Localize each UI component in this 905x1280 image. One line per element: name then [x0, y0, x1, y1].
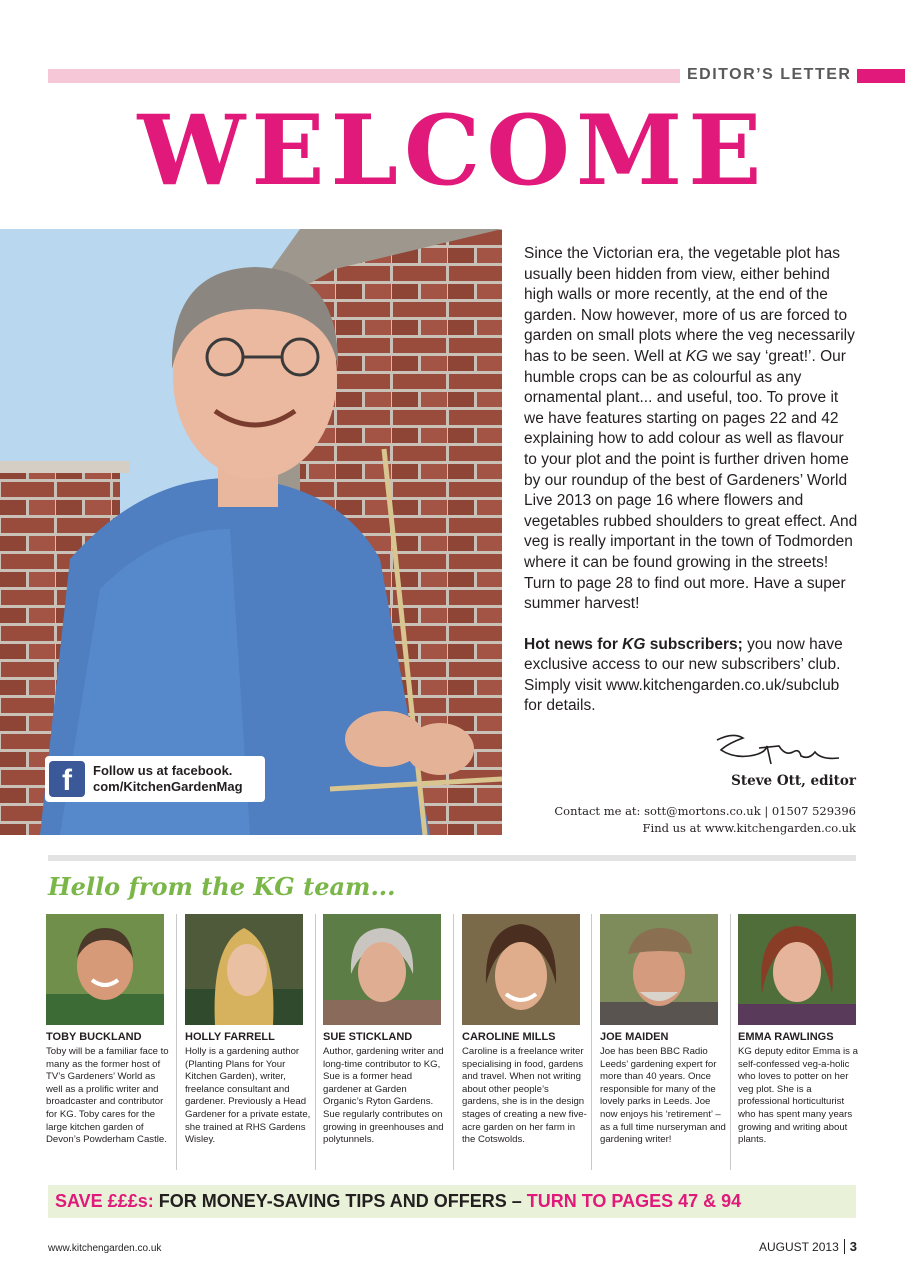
letter-paragraph-1 [524, 244, 858, 615]
member-separator [176, 914, 177, 1170]
save-banner[interactable] [48, 1185, 856, 1218]
footer-url[interactable]: www.kitchengarden.co.uk [48, 1243, 162, 1254]
letter-kg: KG [622, 635, 646, 653]
member-bio: Toby will be a familiar face to many as the former host of TV’s Gardeners’ World as well as a prolific writer and broadcaster and contributor for KG. Toby cares for the large kitchen garden of Devon’s Powderham Castle. [46, 1046, 169, 1146]
letter-text: you now have exclusive access to our new subscribers’ club. Simply visit www.kitchengarden.co.uk/subclub for details. [524, 635, 843, 715]
member-bio: Holly is a gardening author (Planting Plans for Your Kitchen Garden), writer, freelance consultant and gardener. Previously a Head Gardener for a private estate, she trained at RHS Gardens Wisley. [185, 1046, 311, 1146]
member-separator [453, 914, 454, 1170]
member-name: EMMA RAWLINGS [738, 1031, 834, 1043]
facebook-line-1: Follow us at facebook. [93, 763, 233, 778]
member-name: HOLLY FARRELL [185, 1031, 275, 1043]
member-bio: Author, gardening writer and long-time contributor to KG, Sue is a former head gardener at Garden Organic’s Ryton Gardens. Sue regularly contributes on growing in greenhouses and polytunnels. [323, 1046, 444, 1146]
facebook-badge[interactable] [45, 756, 265, 802]
member-bio: Joe has been BBC Radio Leeds’ gardening expert for more than 40 years. Once responsible for many of the lovely parks in Leeds. Joe now enjoys his ‘retirement’ – as a full time nurseryman and gardening writer! [600, 1046, 726, 1146]
facebook-icon: f [49, 761, 85, 797]
letter-text: Since the Victorian era, the vegetable plot has usually been hidden from view, either behind high walls or more recently, at the end of the garden. Now however, more of us are forced to garden on small plots where the veg necessarily has to be seen. Well at [524, 245, 855, 365]
editor-photo [0, 229, 502, 835]
member-photo [185, 914, 303, 1025]
section-label: EDITOR’S LETTER [687, 66, 852, 83]
section-divider [48, 855, 856, 861]
save-lead: SAVE £££s: [55, 1191, 154, 1211]
letter-paragraph-2 [524, 635, 858, 717]
team-member [462, 914, 588, 1147]
team-member [46, 914, 172, 1147]
member-bio: KG deputy editor Emma is a self-confessed veg-a-holic who loves to potter on her veg plot. She is a professional horticulturist who has spent many years growing and writing about plants. [738, 1046, 858, 1146]
team-heading: Hello from the KG team... [48, 872, 396, 901]
contact-info [554, 803, 856, 837]
website-line[interactable]: Find us at www.kitchengarden.co.uk [642, 821, 856, 835]
page-title: WELCOME [137, 94, 768, 207]
letter-text: subscribers; [645, 635, 743, 653]
member-name: TOBY BUCKLAND [46, 1031, 142, 1043]
team-member [738, 914, 864, 1147]
member-bio: Caroline is a freelance writer specialising in food, gardens and travel. When not writing about other people’s gardens, she is in the design stages of creating a new five-acre garden on her farm in the Cotswolds. [462, 1046, 587, 1146]
member-name: JOE MAIDEN [600, 1031, 669, 1043]
editor-name: Steve Ott, editor [731, 773, 856, 789]
header-tab [857, 69, 905, 83]
letter-kg: KG [685, 347, 709, 365]
facebook-text [93, 763, 243, 795]
facebook-line-2: com/KitchenGardenMag [93, 779, 243, 794]
member-separator [591, 914, 592, 1170]
team-member [185, 914, 311, 1147]
member-photo [462, 914, 580, 1025]
editor-signature [713, 730, 843, 775]
page-number: 3 [849, 1239, 857, 1254]
save-cta: TURN TO PAGES 47 & 94 [526, 1191, 742, 1211]
save-middle: FOR MONEY-SAVING TIPS AND OFFERS – [153, 1191, 527, 1211]
member-name: SUE STICKLAND [323, 1031, 413, 1043]
member-separator [730, 914, 731, 1170]
footer-separator [844, 1239, 845, 1254]
contact-line[interactable]: Contact me at: sott@mortons.co.uk | 01507 529396 [554, 804, 856, 818]
editor-letter [524, 244, 858, 737]
team-member [600, 914, 726, 1147]
member-name: CAROLINE MILLS [462, 1031, 556, 1043]
member-separator [315, 914, 316, 1170]
header-rule [48, 69, 680, 83]
member-photo [323, 914, 441, 1025]
subscriber-news-lead [524, 636, 743, 653]
letter-text: Hot news for [524, 635, 623, 653]
team-grid [46, 914, 858, 1174]
member-photo [46, 914, 164, 1025]
footer-issue [759, 1239, 857, 1254]
member-photo [600, 914, 718, 1025]
letter-text: we say ‘great!’. Our humble crops can be as colourful as any ornamental plant... and useful, too. To prove it we have features starting on pages 22 and 42 explaining how to add colour as well as flavour to your plot and the point is further driven home by our roundup of the best of Gardeners’ World Live 2013 on page 16 where flowers and vegetables rubbed shoulders to great effect. And veg is really important in the town of Todmorden where it can be found growing in the streets! Turn to page 28 to find out more. Have a super summer harvest! [524, 347, 858, 613]
team-member [323, 914, 449, 1147]
member-photo [738, 914, 856, 1025]
issue-date: AUGUST 2013 [758, 1239, 839, 1254]
